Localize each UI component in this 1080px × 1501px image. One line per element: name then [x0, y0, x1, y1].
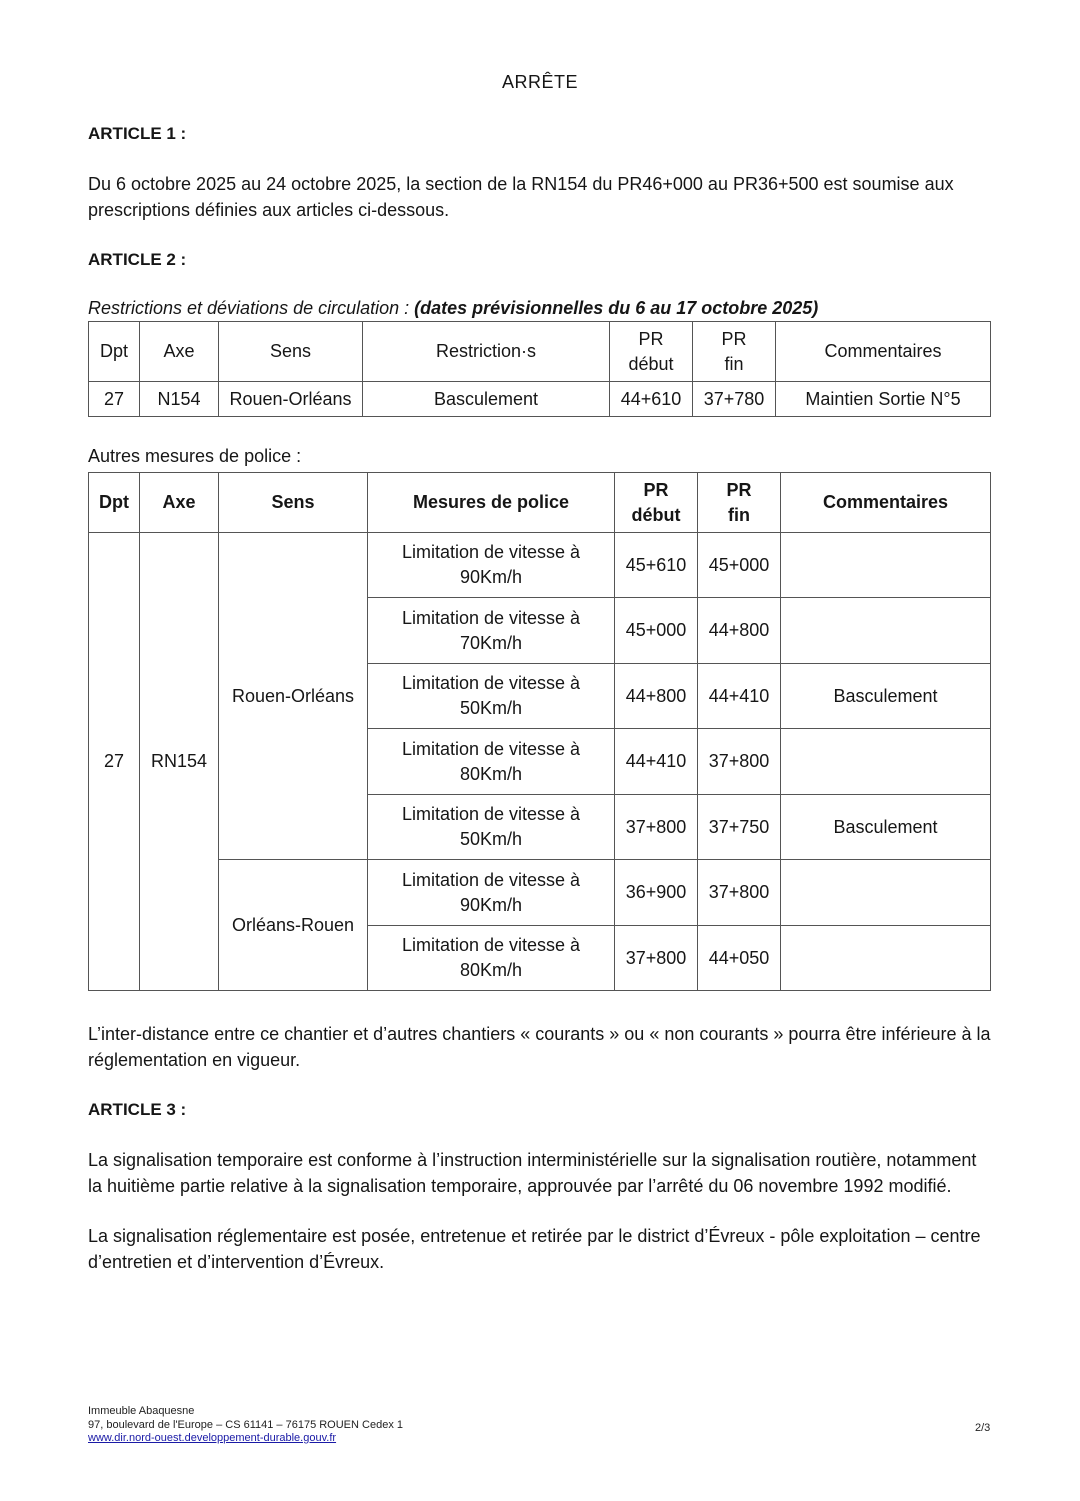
- col-commentaires: Commentaires: [776, 322, 991, 382]
- cell-pr-fin: 44+410: [698, 664, 781, 729]
- cell-pr-debut: 44+410: [615, 729, 698, 795]
- cell-restriction: Basculement: [363, 382, 610, 417]
- cell-commentaire: [781, 729, 991, 795]
- cell-pr-fin: 44+800: [698, 598, 781, 664]
- cell-commentaire: Maintien Sortie N°5: [776, 382, 991, 417]
- page-number: 2/3: [975, 1422, 991, 1434]
- footer: [88, 1405, 403, 1446]
- restrictions-table: [88, 321, 991, 417]
- cell-pr-debut: 37+800: [615, 926, 698, 991]
- cell-pr-fin: 37+800: [698, 860, 781, 926]
- cell-commentaire: [781, 926, 991, 991]
- cell-sens: Rouen-Orléans: [219, 533, 368, 860]
- cell-dpt: 27: [89, 533, 140, 991]
- col-dpt: Dpt: [89, 473, 140, 533]
- cell-commentaire: Basculement: [781, 795, 991, 860]
- cell-mesure: Limitation de vitesse à 80Km/h: [368, 729, 615, 795]
- cell-mesure: Limitation de vitesse à 90Km/h: [368, 533, 615, 598]
- cell-pr-debut: 45+610: [615, 533, 698, 598]
- cell-pr-fin: 37+800: [698, 729, 781, 795]
- col-mesures: Mesures de police: [368, 473, 615, 533]
- col-dpt: Dpt: [89, 322, 140, 382]
- table-row: [89, 382, 991, 417]
- cell-mesure: Limitation de vitesse à 70Km/h: [368, 598, 615, 664]
- table-row: [89, 860, 991, 926]
- article-3-para-2: La signalisation réglementaire est posée, entretenue et retirée par le district d’Évreux - pôle exploitation – centre d’entretien et d’intervention d’Évreux.: [88, 1226, 981, 1272]
- cell-mesure: Limitation de vitesse à 50Km/h: [368, 664, 615, 729]
- cell-pr-fin: 45+000: [698, 533, 781, 598]
- footer-website-link[interactable]: www.dir.nord-ouest.developpement-durable.gouv.fr: [88, 1432, 337, 1444]
- cell-dpt: 27: [89, 382, 140, 417]
- cell-mesure: Limitation de vitesse à 90Km/h: [368, 860, 615, 926]
- other-measures-label: Autres mesures de police :: [88, 446, 302, 466]
- cell-commentaire: Basculement: [781, 664, 991, 729]
- cell-commentaire: [781, 533, 991, 598]
- col-sens: Sens: [219, 322, 363, 382]
- cell-axe: RN154: [140, 533, 219, 991]
- restrictions-caption-label: Restrictions et déviations de circulation :: [88, 298, 415, 318]
- cell-pr-debut: 45+000: [615, 598, 698, 664]
- col-commentaires: Commentaires: [781, 473, 991, 533]
- restrictions-caption: [88, 298, 818, 319]
- cell-pr-fin: 44+050: [698, 926, 781, 991]
- cell-pr-fin: 37+750: [698, 795, 781, 860]
- police-measures-table: [88, 472, 991, 991]
- col-sens: Sens: [219, 473, 368, 533]
- cell-pr-debut: 44+610: [610, 382, 693, 417]
- table-header-row: [89, 473, 991, 533]
- col-pr-fin: PR fin: [698, 473, 781, 533]
- cell-commentaire: [781, 598, 991, 664]
- table-row: [89, 533, 991, 598]
- col-pr-debut: PR début: [615, 473, 698, 533]
- col-pr-debut: PR début: [610, 322, 693, 382]
- restrictions-caption-dates: (dates prévisionnelles du 6 au 17 octobre 2025): [414, 298, 819, 318]
- cell-pr-debut: 36+900: [615, 860, 698, 926]
- page-title: ARRÊTE: [501, 72, 578, 92]
- article-1-heading: ARTICLE 1 :: [88, 124, 187, 143]
- col-axe: Axe: [140, 473, 219, 533]
- article-1-text: Du 6 octobre 2025 au 24 octobre 2025, la section de la RN154 du PR46+000 au PR36+500 est soumise aux prescriptions définies aux articles ci-dessous.: [88, 174, 954, 220]
- cell-sens: Orléans-Rouen: [219, 860, 368, 991]
- cell-sens: Rouen-Orléans: [219, 382, 363, 417]
- col-restrictions: Restriction·s: [363, 322, 610, 382]
- article-3-heading: ARTICLE 3 :: [88, 1100, 187, 1119]
- cell-axe: N154: [140, 382, 219, 417]
- footer-address: 97, boulevard de l'Europe – CS 61141 – 76175 ROUEN Cedex 1: [88, 1418, 403, 1431]
- cell-pr-fin: 37+780: [693, 382, 776, 417]
- article-3-para-1: La signalisation temporaire est conforme à l’instruction interministérielle sur la signalisation routière, notamment la huitième partie relative à la signalisation temporaire, approuvée par l’arrêté du 06 novembre 1992 modifié.: [88, 1150, 977, 1196]
- footer-building: Immeuble Abaquesne: [88, 1405, 195, 1417]
- table-header-row: [89, 322, 991, 382]
- cell-mesure: Limitation de vitesse à 50Km/h: [368, 795, 615, 860]
- cell-mesure: Limitation de vitesse à 80Km/h: [368, 926, 615, 991]
- interdistance-text: L’inter-distance entre ce chantier et d’autres chantiers « courants » ou « non courants » pourra être inférieure à la réglementation en vigueur.: [88, 1024, 991, 1070]
- cell-commentaire: [781, 860, 991, 926]
- col-axe: Axe: [140, 322, 219, 382]
- cell-pr-debut: 37+800: [615, 795, 698, 860]
- cell-pr-debut: 44+800: [615, 664, 698, 729]
- col-pr-fin: PR fin: [693, 322, 776, 382]
- article-2-heading: ARTICLE 2 :: [88, 250, 187, 269]
